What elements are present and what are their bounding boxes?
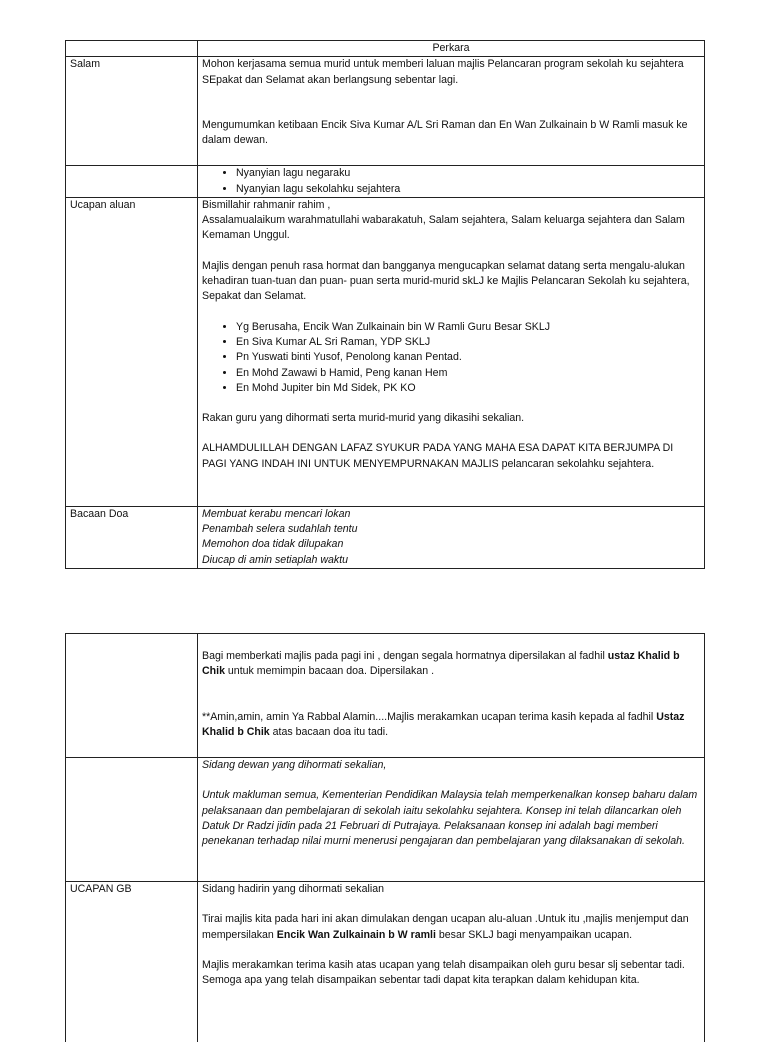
program-table-1 bbox=[65, 40, 705, 569]
ucapan-paragraph-4: ALHAMDULILLAH DENGAN LAFAZ SYUKUR PADA YANG MAHA ESA DAPAT KITA BERJUMPA DI PAGI YANG INDAH INI UNTUK MENYEMPURNAKAN MAJLIS pelancaran sekolahku sejahtera. bbox=[202, 442, 674, 470]
gb-paragraph-2 bbox=[202, 912, 700, 943]
list-item: • En Mohd Zawawi b Hamid, Peng kanan Hem bbox=[236, 366, 700, 381]
header-empty-cell bbox=[66, 41, 198, 57]
doa-invite-paragraph bbox=[202, 649, 700, 680]
table-row bbox=[66, 506, 705, 568]
empty-label-cell bbox=[66, 634, 198, 758]
row-label-salam: Salam bbox=[66, 57, 198, 166]
table-row bbox=[66, 57, 705, 166]
header-perkara: Perkara bbox=[198, 41, 705, 57]
table-row bbox=[66, 882, 705, 1042]
row-label-bacaan-doa: Bacaan Doa bbox=[66, 506, 198, 568]
list-item: • Pn Yuswati binti Yusof, Penolong kanan Pentad. bbox=[236, 350, 700, 365]
ucapan-paragraph-3: Rakan guru yang dihormati serta murid-murid yang dikasihi sekalian. bbox=[202, 412, 525, 425]
text-span: atas bacaan doa itu tadi. bbox=[269, 725, 389, 738]
songs-list bbox=[202, 166, 700, 197]
text-span: besar SKLJ bagi menyampaikan ucapan. bbox=[435, 928, 633, 941]
empty-label-cell bbox=[66, 166, 198, 198]
row-label-ucapan-gb: UCAPAN GB bbox=[66, 882, 198, 1042]
ustaz-name: ustaz Khalid b Chik bbox=[202, 650, 680, 678]
list-item: • Nyanyian lagu sekolahku sejahtera bbox=[236, 182, 700, 197]
text-span: **Amin,amin, amin Ya Rabbal Alamin....Majlis merakamkan ucapan terima kasih kepada al fadhil bbox=[202, 710, 657, 723]
list-item: • En Siva Kumar AL Sri Raman, YDP SKLJ bbox=[236, 335, 700, 350]
pantun-line: Membuat kerabu mencari lokan bbox=[202, 507, 351, 520]
text-span: Bagi memberkati majlis pada pagi ini , dengan segala hormatnya dipersilakan al fadhil bbox=[202, 650, 608, 662]
pantun-line: Memohon doa tidak dilupakan bbox=[202, 538, 344, 551]
table-row bbox=[66, 758, 705, 882]
ucapan-paragraph-2: Majlis dengan penuh rasa hormat dan bangganya mengucapkan selamat datang serta mengalu-alukan kehadiran tuan-tuan dan puan- puan serta murid-murid skLJ ke Majlis Pelancaran Sekolah ku sejahtera, Sepakat dan Selamat. bbox=[202, 259, 690, 303]
salam-paragraph-2: Mengumumkan ketibaan Encik Siva Kumar A/L Sri Raman dan En Wan Zulkainain b W Ramli masuk ke dalam dewan. bbox=[202, 118, 688, 147]
program-table-2 bbox=[65, 633, 705, 1042]
ucapan-line-1: Bismillahir rahmanir rahim , bbox=[202, 198, 331, 211]
ucapan-line-2: Assalamualaikum warahmatullahi wabarakatuh, Salam sejahtera, Salam keluarga sejahtera dan Salam Kemaman Unggul. bbox=[202, 214, 685, 242]
text-span: untuk memimpin bacaan doa. Dipersilakan . bbox=[224, 665, 435, 678]
sidang-paragraph-1: Sidang dewan yang dihormati sekalian, bbox=[202, 759, 387, 771]
gb-name: Encik Wan Zulkainain b W ramli bbox=[276, 928, 436, 941]
list-item: • Nyanyian lagu negaraku bbox=[236, 166, 700, 181]
gb-paragraph-1: Sidang hadirin yang dihormati sekalian bbox=[202, 883, 384, 895]
list-item: • En Mohd Jupiter bin Md Sidek, PK KO bbox=[236, 381, 700, 396]
doa-pantun bbox=[198, 506, 705, 568]
doa-invite-content bbox=[198, 634, 705, 758]
gb-paragraph-3: Majlis merakamkan terima kasih atas ucapan yang telah disampaikan oleh guru besar slj sebentar tadi. Semoga apa yang telah disampaikan sebentar tadi dapat kita terapkan dalam kehidupan kita. bbox=[202, 958, 685, 987]
ustaz-name: Ustaz Khalid b Chik bbox=[202, 710, 685, 738]
row-label-ucapan-aluan: Ucapan aluan bbox=[66, 197, 198, 506]
doa-thanks-paragraph bbox=[202, 710, 700, 741]
pantun-line: Penambah selera sudahlah tentu bbox=[202, 523, 358, 536]
table-row bbox=[66, 634, 705, 758]
songs-content bbox=[198, 166, 705, 198]
ucapan-content bbox=[198, 197, 705, 506]
sidang-content bbox=[198, 758, 705, 882]
pantun-line: Diucap di amin setiaplah waktu bbox=[202, 553, 349, 566]
guest-list bbox=[202, 320, 700, 396]
gb-content bbox=[198, 882, 705, 1042]
table-header-row bbox=[66, 41, 705, 57]
sidang-paragraph-2: Untuk makluman semua, Kementerian Pendidikan Malaysia telah memperkenalkan konsep baharu dalam pelaksanaan dan pembelajaran di sekolah iaitu sekolahku sejahtera. Konsep ini telah dilancarkan oleh Datuk Dr Radzi jidin pada 21 Februari di Putrajaya. Pelaksanaan konsep ini adalah bagi memberi penekanan terhadap nilai murni menerusi pengajaran dan pembelajaran yang dilaksanakan di sekolah. bbox=[202, 789, 698, 848]
list-item: • Yg Berusaha, Encik Wan Zulkainain bin W Ramli Guru Besar SKLJ bbox=[236, 320, 700, 335]
salam-content bbox=[198, 57, 705, 166]
empty-label-cell bbox=[66, 758, 198, 882]
salam-paragraph-1: Mohon kerjasama semua murid untuk memberi laluan majlis Pelancaran program sekolah ku sejahtera SEpakat dan Selamat akan berlangsung sebentar lagi. bbox=[202, 58, 684, 86]
table-row bbox=[66, 197, 705, 506]
text-span: Tirai majlis kita pada hari ini akan dimulakan dengan ucapan alu-aluan .Untuk itu ,majlis menjemput dan mempersilakan bbox=[202, 913, 689, 941]
table-row bbox=[66, 166, 705, 198]
